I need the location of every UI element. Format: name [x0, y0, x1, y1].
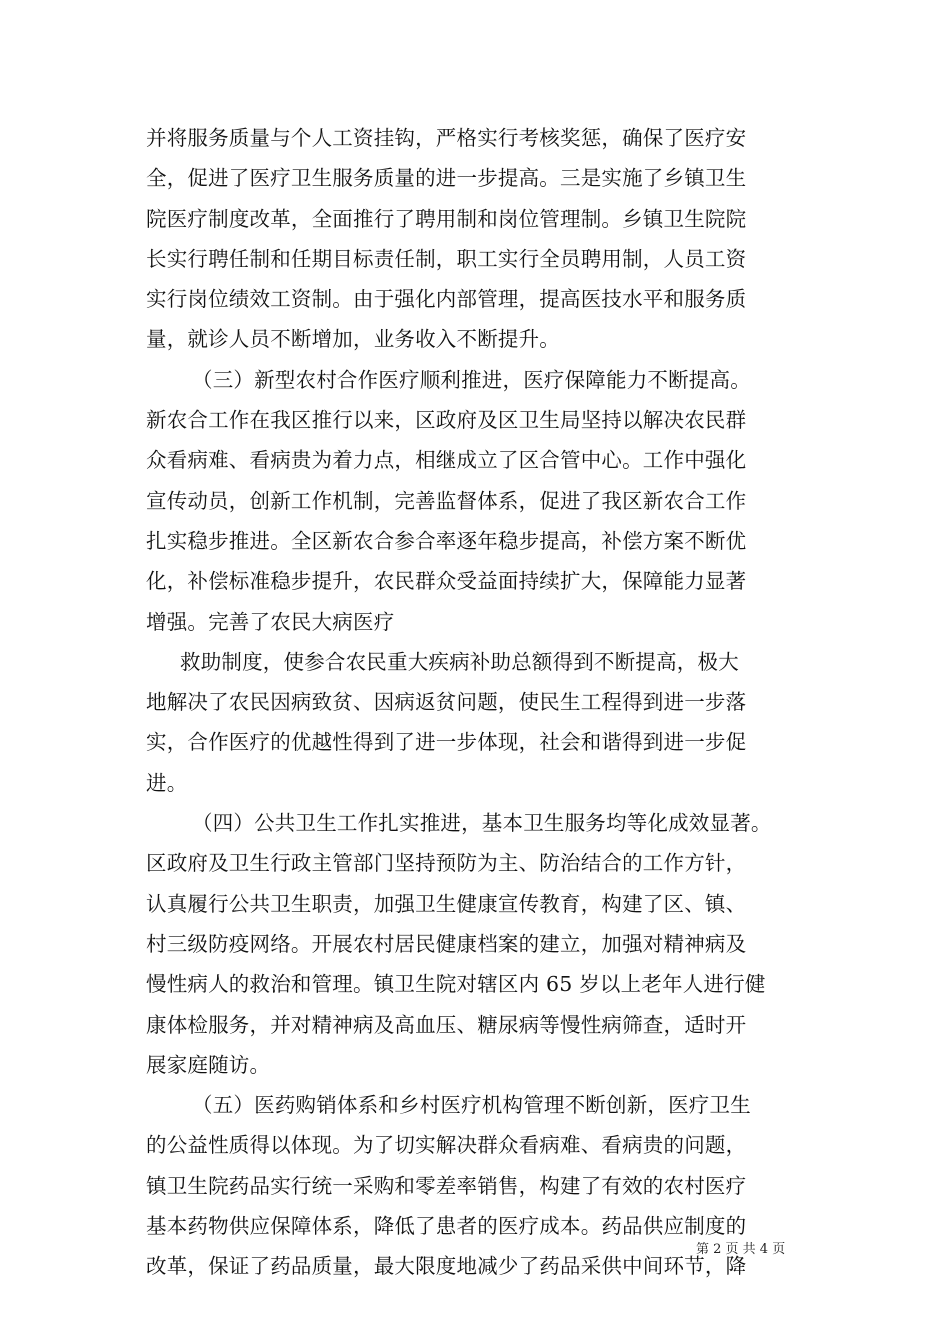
text-line: 化，补偿标准稳步提升，农民群众受益面持续扩大，保障能力显著	[146, 569, 747, 594]
text-line: 进。	[146, 770, 188, 795]
text-line: 村三级防疫网络。开展农村居民健康档案的建立，加强对精神病及	[146, 931, 747, 956]
text-line: 镇卫生院药品实行统一采购和零差率销售，构建了有效的农村医疗	[146, 1173, 747, 1198]
text-line: 增强。完善了农民大病医疗	[146, 609, 395, 634]
page-number-footer: 第 2 页 共 4 页	[696, 1242, 786, 1257]
text-line: 改革，保证了药品质量，最大限度地减少了药品采供中间环节，降	[146, 1254, 747, 1279]
text-line: 全，促进了医疗卫生服务质量的进一步提高。三是实施了乡镇卫生	[146, 166, 747, 191]
text-line: 地解决了农民因病致贫、因病返贫问题，使民生工程得到进一步落	[146, 690, 747, 715]
text-line: 院医疗制度改革，全面推行了聘用制和岗位管理制。乡镇卫生院院	[146, 206, 747, 231]
text-line: 宣传动员，创新工作机制，完善监督体系，促进了我区新农合工作	[146, 488, 747, 513]
text-line: 慢性病人的救治和管理。镇卫生院对辖区内 65 岁以上老年人进行健	[146, 972, 766, 997]
text-line: 量，就诊人员不断增加，业务收入不断提升。	[146, 327, 560, 352]
section-heading-3: （三）新型农村合作医疗顺利推进，医疗保障能力不断提高。	[192, 367, 751, 392]
text-line: 康体检服务，并对精神病及高血压、糖尿病等慢性病筛查，适时开	[146, 1012, 747, 1037]
text-line: 实，合作医疗的优越性得到了进一步体现，社会和谐得到进一步促	[146, 730, 747, 755]
text-line: 基本药物供应保障体系，降低了患者的医疗成本。药品供应制度的	[146, 1214, 747, 1239]
section-heading-5: （五）医药购销体系和乡村医疗机构管理不断创新，医疗卫生	[192, 1093, 751, 1118]
text-line: 救助制度，使参合农民重大疾病补助总额得到不断提高，极大	[180, 649, 739, 674]
text-line: 扎实稳步推进。全区新农合参合率逐年稳步提高，补偿方案不断优	[146, 528, 747, 553]
text-line: 新农合工作在我区推行以来，区政府及区卫生局坚持以解决农民群	[146, 408, 747, 433]
text-line: 区政府及卫生行政主管部门坚持预防为主、防治结合的工作方针，	[146, 851, 747, 876]
text-line: 众看病难、看病贵为着力点，相继成立了区合管中心。工作中强化	[146, 448, 747, 473]
text-line: 并将服务质量与个人工资挂钩，严格实行考核奖惩，确保了医疗安	[146, 126, 747, 150]
text-line: 展家庭随访。	[146, 1052, 271, 1077]
text-line: 实行岗位绩效工资制。由于强化内部管理，提高医技水平和服务质	[146, 287, 747, 312]
document-body	[146, 118, 806, 1287]
text-line: 的公益性质得以体现。为了切实解决群众看病难、看病贵的问题，	[146, 1133, 747, 1158]
section-heading-4: （四）公共卫生工作扎实推进，基本卫生服务均等化成效显著。	[192, 811, 772, 836]
text-line: 长实行聘任制和任期目标责任制，职工实行全员聘用制，人员工资	[146, 246, 747, 271]
text-line: 认真履行公共卫生职责，加强卫生健康宣传教育，构建了区、镇、	[146, 891, 747, 916]
